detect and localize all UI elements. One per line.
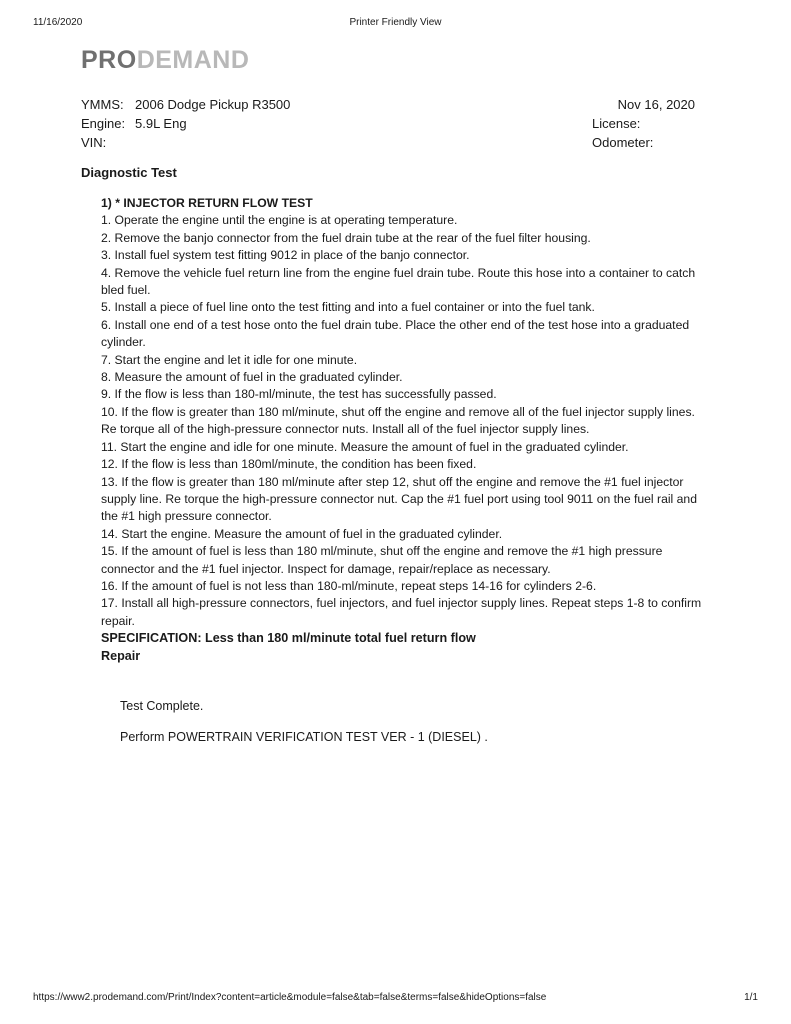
test-step: 7. Start the engine and let it idle for one minute. bbox=[101, 352, 358, 367]
test-step: 8. Measure the amount of fuel in the graduated cylinder. bbox=[101, 370, 403, 385]
vehicle-row-vin bbox=[81, 133, 695, 152]
test-step: 16. If the amount of fuel is not less than 180-ml/minute, repeat steps 14-16 for cylinders 2-6. bbox=[101, 578, 597, 593]
odometer-label: Odometer: bbox=[592, 135, 654, 150]
test-step: 11. Start the engine and idle for one minute. Measure the amount of fuel in the graduated cylinder. bbox=[101, 439, 629, 454]
vehicle-row-ymms bbox=[81, 95, 695, 114]
test-step: 15. If the amount of fuel is less than 180 ml/minute, shut off the engine and remove the #1 high pressure connector and the #1 fuel injector. Inspect for damage, repair/replace as necessary. bbox=[101, 544, 663, 576]
test-step: 10. If the flow is greater than 180 ml/minute, shut off the engine and remove all of the fuel injector supply lines. Re torque all of the high-pressure connector nuts. Install all of the fuel injector supply lines. bbox=[101, 404, 695, 437]
print-title: Printer Friendly View bbox=[349, 17, 442, 28]
engine-value: 5.9L Eng bbox=[135, 116, 187, 131]
print-date: 11/16/2020 bbox=[33, 17, 83, 28]
engine-label: Engine: bbox=[81, 116, 126, 131]
test-step: 14. Start the engine. Measure the amount of fuel in the graduated cylinder. bbox=[101, 526, 503, 541]
repair-items bbox=[120, 698, 488, 760]
print-header bbox=[33, 17, 758, 31]
print-footer bbox=[33, 992, 758, 1006]
prodemand-logo bbox=[81, 46, 249, 74]
report-date: Nov 16, 2020 bbox=[617, 97, 695, 112]
test-step: 9. If the flow is less than 180-ml/minute, the test has successfully passed. bbox=[101, 387, 497, 402]
test-title: 1) * INJECTOR RETURN FLOW TEST bbox=[101, 196, 313, 210]
diagnostic-test bbox=[101, 195, 713, 665]
repair-heading: Repair bbox=[101, 648, 141, 663]
footer-url: https://www2.prodemand.com/Print/Index?content=article&module=false&tab=false&terms=false&hideOptions=false bbox=[33, 992, 547, 1003]
test-step: 5. Install a piece of fuel line onto the test fitting and into a fuel container or into the fuel tank. bbox=[101, 300, 595, 315]
test-step: 13. If the flow is greater than 180 ml/minute after step 12, shut off the engine and remove the #1 fuel injector supply line. Re torque the high-pressure connector nut. Cap the #1 fuel port using tool 9011 on the fuel rail and the #1 high pressure connector. bbox=[101, 474, 697, 524]
specification: SPECIFICATION: Less than 180 ml/minute total fuel return flow bbox=[101, 631, 476, 646]
test-step: 3. Install fuel system test fitting 9012 in place of the banjo connector. bbox=[101, 248, 470, 263]
page-number: 1/1 bbox=[744, 992, 758, 1003]
ymms-label: YMMS: bbox=[81, 97, 124, 112]
test-step: 4. Remove the vehicle fuel return line from the engine fuel drain tube. Route this hose into a container to catch bled fuel. bbox=[101, 265, 696, 298]
test-step: 17. Install all high-pressure connectors, fuel injectors, and fuel injector supply lines. Repeat steps 1-8 to confirm repair. bbox=[101, 596, 702, 628]
vin-label: VIN: bbox=[81, 135, 107, 150]
vehicle-row-engine bbox=[81, 114, 695, 133]
repair-item: Perform POWERTRAIN VERIFICATION TEST VER - 1 (DIESEL) . bbox=[120, 730, 488, 744]
license-label: License: bbox=[592, 116, 641, 131]
repair-item: Test Complete. bbox=[120, 699, 204, 713]
logo-part-demand: DEMAND bbox=[136, 46, 250, 74]
test-step: 12. If the flow is less than 180ml/minute, the condition has been fixed. bbox=[101, 457, 477, 472]
test-step: 6. Install one end of a test hose onto the fuel drain tube. Place the other end of the test hose into a graduated cylinder. bbox=[101, 317, 690, 350]
logo-part-pro: PRO bbox=[81, 46, 137, 74]
vehicle-info bbox=[81, 95, 695, 152]
test-step: 2. Remove the banjo connector from the fuel drain tube at the rear of the fuel filter housing. bbox=[101, 230, 591, 245]
test-step: 1. Operate the engine until the engine is at operating temperature. bbox=[101, 213, 458, 228]
test-steps bbox=[101, 212, 713, 630]
ymms-value: 2006 Dodge Pickup R3500 bbox=[135, 97, 291, 112]
section-title: Diagnostic Test bbox=[81, 165, 177, 180]
